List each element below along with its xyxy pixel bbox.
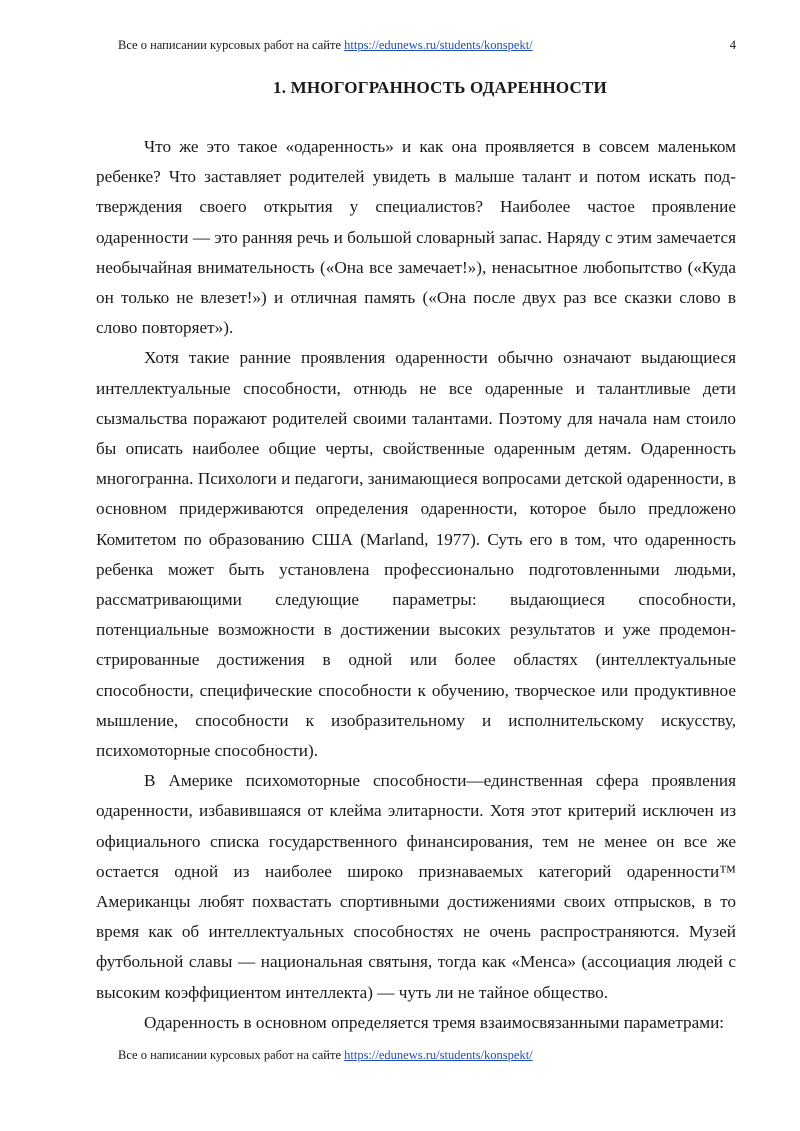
section-title: 1. МНОГОГРАННОСТЬ ОДАРЕННОСТИ	[273, 78, 607, 97]
header-text: Все о написании курсовых работ на сайте	[118, 38, 345, 52]
page-header	[118, 36, 736, 54]
paragraph-3: В Америке психомоторные способности—единственная сфера проявления одаренности, избавившаяся от клейма элитарности. Хотя этот критерий исключен из официального списка государственного финансирования, тем не менее он все же остается одной из наиболее широко признаваемых категорий одаренности™ Американцы любят похвастать спортивными достижениями своих отпрысков, в то время как об интеллектуальных способностях не очень распространяются. Музей футбольной славы — национальная святыня, тогда как «Менса» (ассоциация людей с высоким коэффициентом интеллекта) — чуть ли не тайное общество.	[96, 771, 736, 1002]
paragraph-2: Хотя такие ранние проявления одаренности обычно означают выдающиеся интеллектуальные способности, отнюдь не все одаренные и талантливые дети сызмальства поражают родителей своими талантами. Поэтому для начала нам стоило бы описать наиболее общие черты, свойственные одаренным детям. Одаренность многогранна. Психологи и педагоги, занимающиеся вопросами детской одаренности, в основном придерживаются определения одаренности, которое было предложено Комитетом по образованию США (Marland, 1977). Суть его в том, что одаренность ребенка может быть установлена профессионально подготовленными людьми, рассматривающими следующие параметры: выдающиеся способности, потенциальные возможности в достижении высоких результатов и уже продемонстрированные достижения в одной или более областях (интеллектуальные способности, специфические способности к обучению, творческое или продуктивное мышление, способности к изобразительному и исполнительскому искусству, психомоторные способности).	[96, 348, 736, 761]
header-link[interactable]: https://edunews.ru/students/konspekt/	[344, 38, 533, 52]
paragraph-1: Что же это такое «одаренность» и как она проявляется в совсем маленьком ребенке? Что заставляет родителей увидеть в малыше талант и потом искать подтверждения своего открытия у специалистов? Наиболее частое проявление одаренности — это ранняя речь и большой словарный запас. Наряду с этим замечается необычайная внимательность («Она все замечает!»), ненасытное любопытство («Куда он только не влезет!») и отличная память («Она после двух раз все сказки слово в слово повторяет»).	[96, 137, 736, 338]
footer-link[interactable]: https://edunews.ru/students/konspekt/	[344, 1048, 533, 1062]
document-body	[96, 132, 736, 1038]
paragraph-4: Одаренность в основном определяется тремя взаимосвязанными параметрами:	[144, 1012, 725, 1032]
page-footer	[118, 1046, 533, 1064]
page-number: 4	[729, 38, 736, 52]
footer-text: Все о написании курсовых работ на сайте	[118, 1048, 345, 1062]
